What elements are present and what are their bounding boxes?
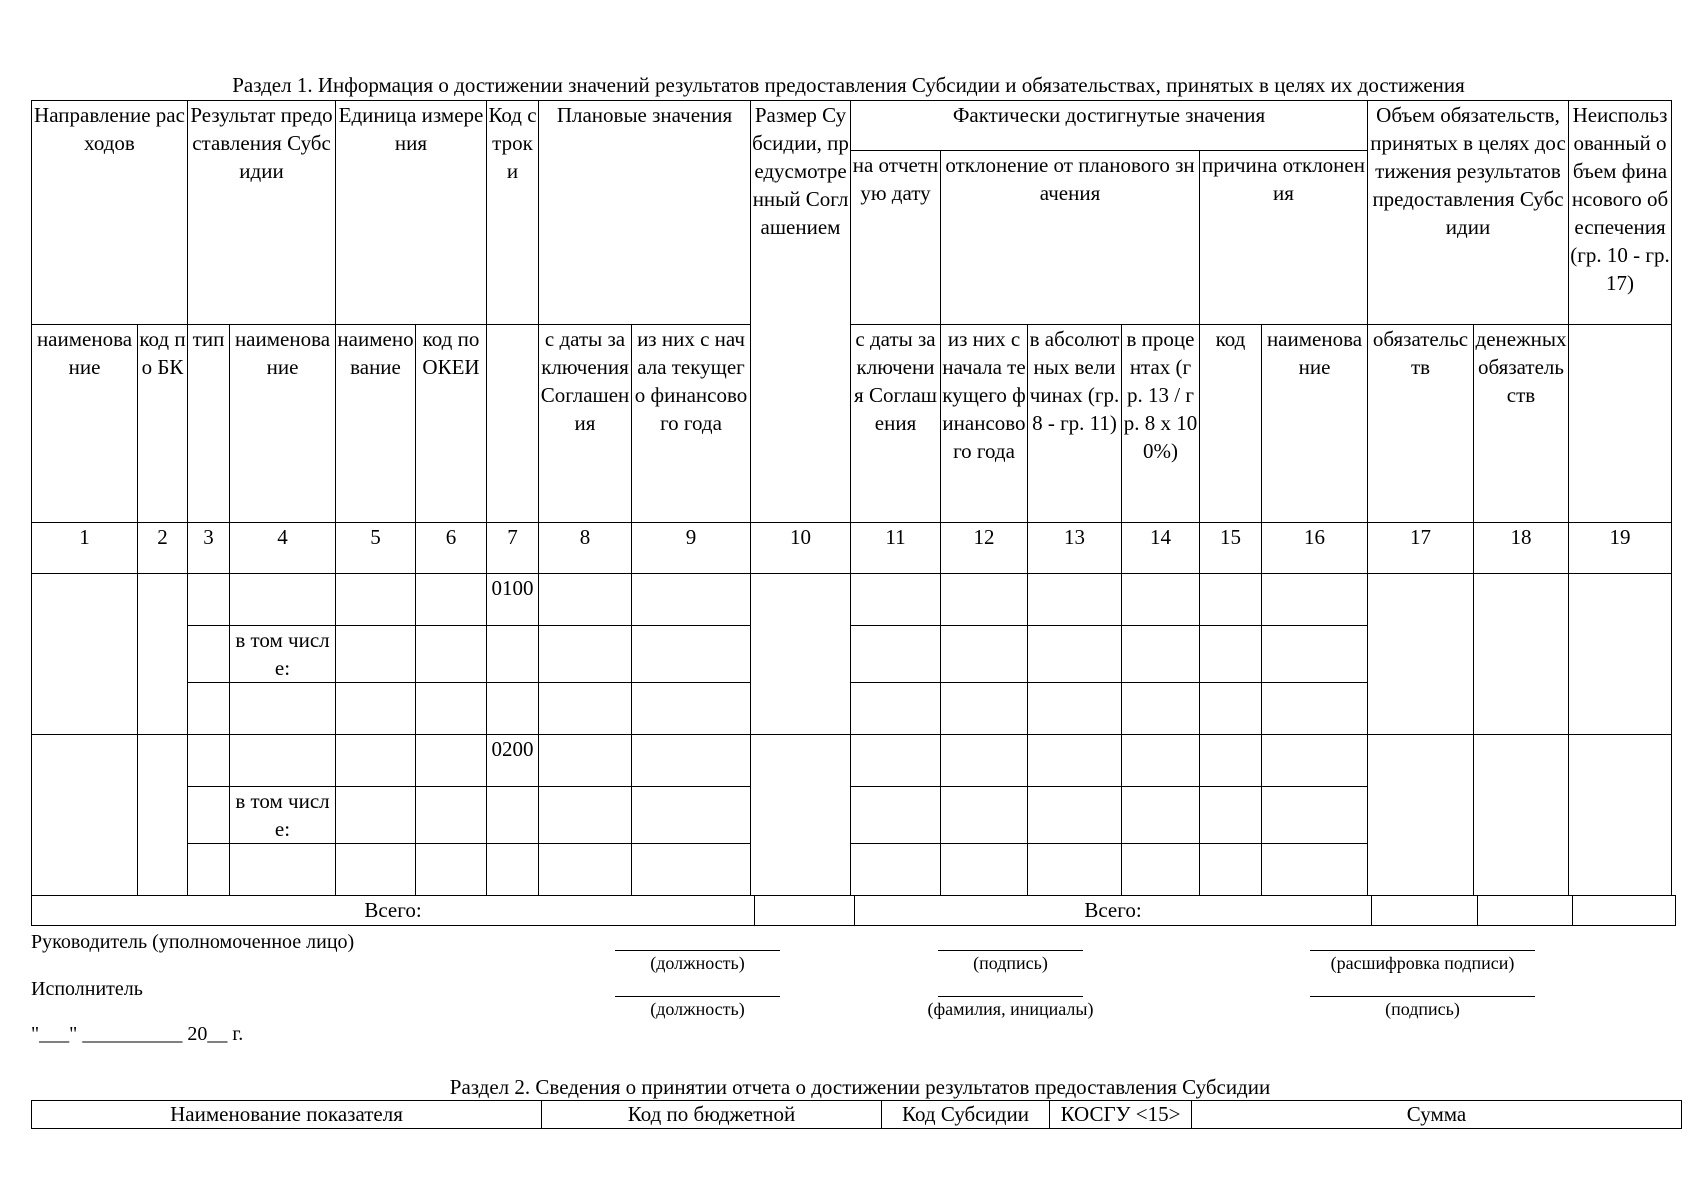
table-cell[interactable] xyxy=(336,735,416,787)
col-number: 12 xyxy=(941,523,1028,574)
results-table xyxy=(31,100,1672,896)
signature-line[interactable] xyxy=(1310,950,1535,951)
header-unit: Единица измерения xyxy=(336,101,487,325)
signature-line[interactable] xyxy=(938,950,1083,951)
col-number: 6 xyxy=(416,523,487,574)
col-number: 10 xyxy=(751,523,851,574)
subheader-dir-name: наименование xyxy=(32,325,138,523)
table-cell[interactable] xyxy=(632,683,751,735)
header-reason: причина отклонения xyxy=(1200,151,1368,325)
subheader-res-type: тип xyxy=(188,325,230,523)
table-cell[interactable] xyxy=(336,574,416,626)
subheader-dev-abs: в абсолютных величинах (гр. 8 - гр. 11) xyxy=(1028,325,1122,523)
table-cell[interactable] xyxy=(336,787,416,844)
table-cell[interactable] xyxy=(539,626,632,683)
table-cell[interactable] xyxy=(539,735,632,787)
table-cell[interactable] xyxy=(632,574,751,626)
table-cell[interactable] xyxy=(941,735,1028,787)
subheader-dev-pct: в процентах (гр. 13 / гр. 8 x 100%) xyxy=(1122,325,1200,523)
header-obligations: Объем обязательств, принятых в целях достижения результатов предоставления Субсидии xyxy=(1368,101,1569,325)
table-cell[interactable] xyxy=(851,683,941,735)
total-cell[interactable] xyxy=(1372,896,1478,926)
table-cell[interactable] xyxy=(1200,574,1262,626)
table-cell[interactable] xyxy=(416,787,487,844)
table-cell[interactable] xyxy=(230,574,336,626)
table-cell[interactable] xyxy=(941,626,1028,683)
table-cell[interactable] xyxy=(539,787,632,844)
subheader-empty xyxy=(1569,325,1672,523)
subheader-obl-obligations: обязательств xyxy=(1368,325,1474,523)
header-subsidy-size: Размер Субсидии, предусмотренный Соглашением xyxy=(751,101,851,523)
header-deviation: отклонение от планового значения xyxy=(941,151,1200,325)
signature-line[interactable] xyxy=(615,950,780,951)
table-cell[interactable] xyxy=(1262,844,1368,896)
header-actual-on-date: на отчетную дату xyxy=(851,151,941,325)
table-cell[interactable] xyxy=(1200,626,1262,683)
col-number: 13 xyxy=(1028,523,1122,574)
s2-header-kosgu: КОСГУ <15> xyxy=(1050,1101,1192,1129)
section-2-table xyxy=(31,1100,1682,1129)
table-cell[interactable] xyxy=(539,683,632,735)
total-label-right: Всего: xyxy=(855,896,1372,926)
table-cell[interactable] xyxy=(632,844,751,896)
totals-row xyxy=(31,895,1676,926)
table-cell[interactable] xyxy=(188,735,230,787)
col-number: 9 xyxy=(632,523,751,574)
table-cell[interactable] xyxy=(1122,626,1200,683)
table-cell[interactable] xyxy=(1122,844,1200,896)
subheader-act-from-year: из них с начала текущего финансового года xyxy=(941,325,1028,523)
table-cell[interactable] xyxy=(1569,574,1672,735)
table-cell[interactable] xyxy=(188,574,230,626)
table-cell[interactable] xyxy=(336,626,416,683)
total-cell[interactable] xyxy=(755,896,855,926)
s2-header-indicator: Наименование показателя xyxy=(32,1101,542,1129)
col-number: 11 xyxy=(851,523,941,574)
table-cell[interactable] xyxy=(32,574,138,735)
signature-head-label: Руководитель (уполномоченное лицо) xyxy=(31,931,355,953)
total-cell[interactable] xyxy=(1573,896,1676,926)
col-number: 1 xyxy=(32,523,138,574)
total-cell[interactable] xyxy=(1478,896,1573,926)
table-cell[interactable] xyxy=(138,574,188,735)
col-number: 5 xyxy=(336,523,416,574)
table-cell[interactable] xyxy=(138,735,188,896)
table-cell[interactable] xyxy=(1122,735,1200,787)
section-2-title: Раздел 2. Сведения о принятии отчета о достижении результатов предоставления Субсидии xyxy=(449,1075,1271,1099)
table-cell[interactable] xyxy=(230,683,336,735)
table-cell[interactable] xyxy=(539,574,632,626)
table-cell[interactable] xyxy=(1368,574,1474,735)
table-cell[interactable] xyxy=(1569,735,1672,896)
table-cell[interactable] xyxy=(1474,574,1569,735)
table-cell[interactable] xyxy=(851,844,941,896)
caption-signature: (подпись) xyxy=(973,953,1048,973)
subheader-dir-code: код по БК xyxy=(138,325,188,523)
table-cell[interactable] xyxy=(1122,787,1200,844)
table-cell[interactable] xyxy=(941,787,1028,844)
table-cell[interactable] xyxy=(1262,735,1368,787)
table-cell[interactable] xyxy=(487,787,539,844)
table-cell[interactable] xyxy=(1028,735,1122,787)
row-code-cell: 0100 xyxy=(487,574,539,626)
table-cell[interactable] xyxy=(416,574,487,626)
col-number: 14 xyxy=(1122,523,1200,574)
caption-position: (должность) xyxy=(650,999,745,1019)
table-cell[interactable] xyxy=(188,626,230,683)
signature-line[interactable] xyxy=(938,996,1083,997)
table-cell[interactable] xyxy=(336,683,416,735)
table-cell[interactable] xyxy=(416,844,487,896)
table-cell[interactable] xyxy=(230,735,336,787)
table-cell[interactable] xyxy=(1200,844,1262,896)
table-cell[interactable] xyxy=(1028,574,1122,626)
table-cell[interactable] xyxy=(1474,735,1569,896)
subheader-unit-name: наименование xyxy=(336,325,416,523)
caption-position: (должность) xyxy=(650,953,745,973)
subheader-plan-from-year: из них с начала текущего финансового года xyxy=(632,325,751,523)
table-cell[interactable] xyxy=(1262,683,1368,735)
signature-line[interactable] xyxy=(615,996,780,997)
table-cell[interactable] xyxy=(851,735,941,787)
header-direction: Направление расходов xyxy=(32,101,188,325)
table-cell[interactable] xyxy=(188,787,230,844)
header-planned: Плановые значения xyxy=(539,101,751,325)
header-result: Результат предоставления Субсидии xyxy=(188,101,336,325)
subheader-res-name: наименование xyxy=(230,325,336,523)
table-cell[interactable] xyxy=(188,683,230,735)
header-unused: Неиспользованный объем финансового обеспечения (гр. 10 - гр. 17) xyxy=(1569,101,1672,325)
s2-header-subsidy-code: Код Субсидии xyxy=(882,1101,1050,1129)
table-cell[interactable] xyxy=(1028,683,1122,735)
table-cell[interactable] xyxy=(1368,735,1474,896)
table-cell[interactable] xyxy=(487,626,539,683)
table-cell[interactable] xyxy=(632,787,751,844)
table-cell[interactable] xyxy=(851,626,941,683)
table-cell[interactable] xyxy=(1262,787,1368,844)
col-number: 16 xyxy=(1262,523,1368,574)
table-cell[interactable] xyxy=(1122,683,1200,735)
table-cell[interactable] xyxy=(487,844,539,896)
table-cell[interactable] xyxy=(416,683,487,735)
subheader-obl-money: денежных обязательств xyxy=(1474,325,1569,523)
table-cell[interactable] xyxy=(1200,683,1262,735)
table-cell[interactable] xyxy=(1028,626,1122,683)
table-cell[interactable] xyxy=(751,574,851,735)
table-cell[interactable] xyxy=(1262,626,1368,683)
col-number: 3 xyxy=(188,523,230,574)
s2-header-budget-code: Код по бюджетной xyxy=(542,1101,882,1129)
table-cell[interactable] xyxy=(1200,787,1262,844)
section-1-title: Раздел 1. Информация о достижении значений результатов предоставления Субсидии и обязательствах, принятых в целях их достижения xyxy=(232,73,1465,97)
signature-executor-label: Исполнитель xyxy=(31,978,143,1000)
date-line: "___" __________ 20__ г. xyxy=(31,1023,244,1045)
table-cell[interactable] xyxy=(632,626,751,683)
table-cell[interactable] xyxy=(416,626,487,683)
col-number: 15 xyxy=(1200,523,1262,574)
caption-name: (фамилия, инициалы) xyxy=(927,999,1094,1019)
subheader-empty xyxy=(487,325,539,523)
col-number: 7 xyxy=(487,523,539,574)
s2-header-sum: Сумма xyxy=(1192,1101,1682,1129)
table-cell[interactable] xyxy=(336,844,416,896)
table-cell[interactable] xyxy=(32,735,138,896)
table-cell[interactable] xyxy=(188,844,230,896)
table-cell[interactable] xyxy=(941,844,1028,896)
subheader-act-from-agreement: с даты заключения Соглашения xyxy=(851,325,941,523)
col-number: 8 xyxy=(539,523,632,574)
table-cell[interactable] xyxy=(851,574,941,626)
table-cell[interactable] xyxy=(416,735,487,787)
col-number: 4 xyxy=(230,523,336,574)
in-that-number-label: в том числе: xyxy=(230,787,336,844)
signature-line[interactable] xyxy=(1310,996,1535,997)
table-cell[interactable] xyxy=(941,683,1028,735)
caption-signature: (подпись) xyxy=(1385,999,1460,1019)
subheader-reason-code: код xyxy=(1200,325,1262,523)
table-cell[interactable] xyxy=(1028,787,1122,844)
table-cell[interactable] xyxy=(1200,735,1262,787)
table-cell[interactable] xyxy=(941,574,1028,626)
col-number: 19 xyxy=(1569,523,1672,574)
table-cell[interactable] xyxy=(539,844,632,896)
subheader-plan-from-agreement: с даты заключения Соглашения xyxy=(539,325,632,523)
table-cell[interactable] xyxy=(1028,844,1122,896)
row-code-cell: 0200 xyxy=(487,735,539,787)
subheader-reason-name: наименование xyxy=(1262,325,1368,523)
table-cell[interactable] xyxy=(230,844,336,896)
header-actual: Фактически достигнутые значения xyxy=(851,101,1368,151)
subheader-unit-okei: код по ОКЕИ xyxy=(416,325,487,523)
in-that-number-label: в том числе: xyxy=(230,626,336,683)
table-cell[interactable] xyxy=(751,735,851,896)
col-number: 17 xyxy=(1368,523,1474,574)
table-cell[interactable] xyxy=(632,735,751,787)
total-label-left: Всего: xyxy=(32,896,755,926)
table-cell[interactable] xyxy=(851,787,941,844)
table-cell[interactable] xyxy=(1262,574,1368,626)
header-row-code: Код строки xyxy=(487,101,539,325)
table-cell[interactable] xyxy=(1122,574,1200,626)
col-number: 2 xyxy=(138,523,188,574)
caption-decode: (расшифровка подписи) xyxy=(1330,953,1515,973)
table-cell[interactable] xyxy=(487,683,539,735)
col-number: 18 xyxy=(1474,523,1569,574)
